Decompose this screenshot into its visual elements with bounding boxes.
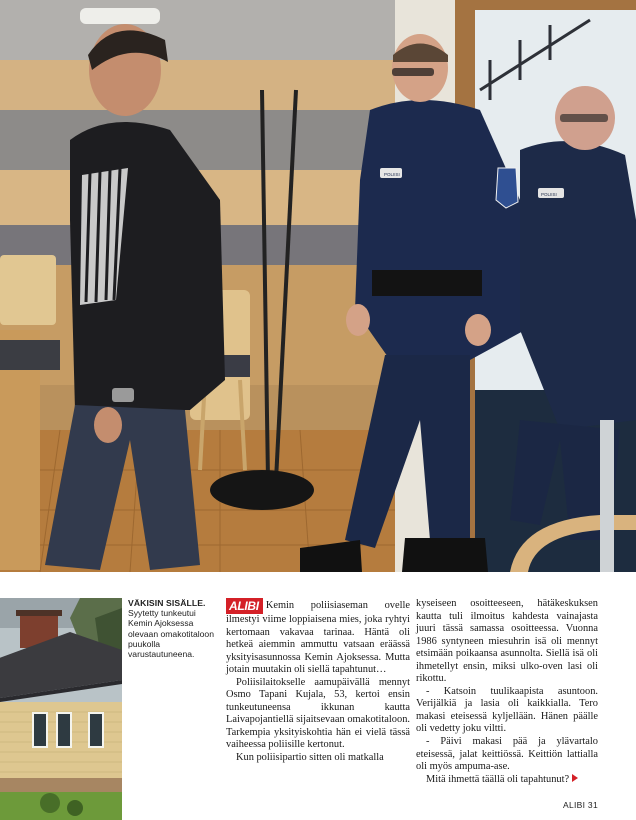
paragraph-text: Kemin poliisiaseman ovelle ilmestyi viime loppiaisena mies, joka ryhtyi kertomaan vakavaa tarinaa. Häntä oli hetkeä aiemmin ammuttu vatsaan eräässä yksityisasunnossa Kemin Ajoksessa. Mutta jotain muutakin oli siellä tapahtunut… bbox=[226, 600, 410, 676]
photo-caption bbox=[128, 598, 220, 659]
alibi-logo: ALIBI bbox=[226, 598, 263, 614]
article-column-2 bbox=[416, 598, 598, 786]
article-paragraph bbox=[226, 752, 410, 765]
article-paragraph bbox=[226, 598, 410, 677]
article-paragraph: - Päivi makasi pää ja ylävartalo eteisessä, jalat keittiössä. Keittiön lattialla oli myös ampuma-ase. bbox=[416, 736, 598, 773]
article-paragraph bbox=[416, 774, 598, 787]
page-folio: ALIBI 31 bbox=[562, 800, 598, 810]
article-paragraph: - Katsoin tuulikaapista asuntoon. Verijälkiä ja lasia oli kaikkialla. Tero makasi eteisessä kyljellään. Hänen päälle oli vedetty joku viltti. bbox=[416, 685, 598, 735]
paragraph-text: Mitä ihmettä täällä oli tapahtunut? bbox=[426, 773, 570, 785]
house-photo bbox=[0, 598, 122, 820]
shoulder-badge-text: POLIISI bbox=[541, 192, 557, 197]
caption-text: Syytetty tunkeutui Kemin Ajoksessa olevaan omakotitaloon puukolla varustautuneena. bbox=[128, 608, 214, 660]
chest-badge-text: POLIISI bbox=[384, 172, 400, 177]
article-paragraph-continued: kyseiseen osoitteeseen, hätäkeskuksen kautta tuli ilmoitus kahdesta vainajasta juuri tässä samassa osoitteessa. Vuonna 1986 syntyneen miesuhrin isä oli mennyt etsimään poikaansa asunnolta. Siellä isä oli ihmetellyt ensin, miksi ulko-oven lasi oli rikottu. bbox=[416, 598, 598, 685]
paragraph-text: Kun poliisipartio sitten oli matkalla bbox=[236, 752, 384, 764]
article-paragraph: Poliisilaitokselle aamupäivällä mennyt Osmo Tapani Kujala, 53, kertoi ensin tunkeutuneensa ikkunan kautta Laivapojantiellä sijaitsevaan omakotitaloon. Tarkempia yksityiskohtia hän ei vielä tässä vaiheessa poliisille kertonut. bbox=[226, 676, 410, 751]
caption-title: VÄKISIN SISÄLLE. bbox=[128, 598, 206, 608]
article-column-1 bbox=[226, 598, 410, 765]
end-mark-icon bbox=[572, 774, 578, 782]
house-illustration bbox=[0, 598, 122, 820]
